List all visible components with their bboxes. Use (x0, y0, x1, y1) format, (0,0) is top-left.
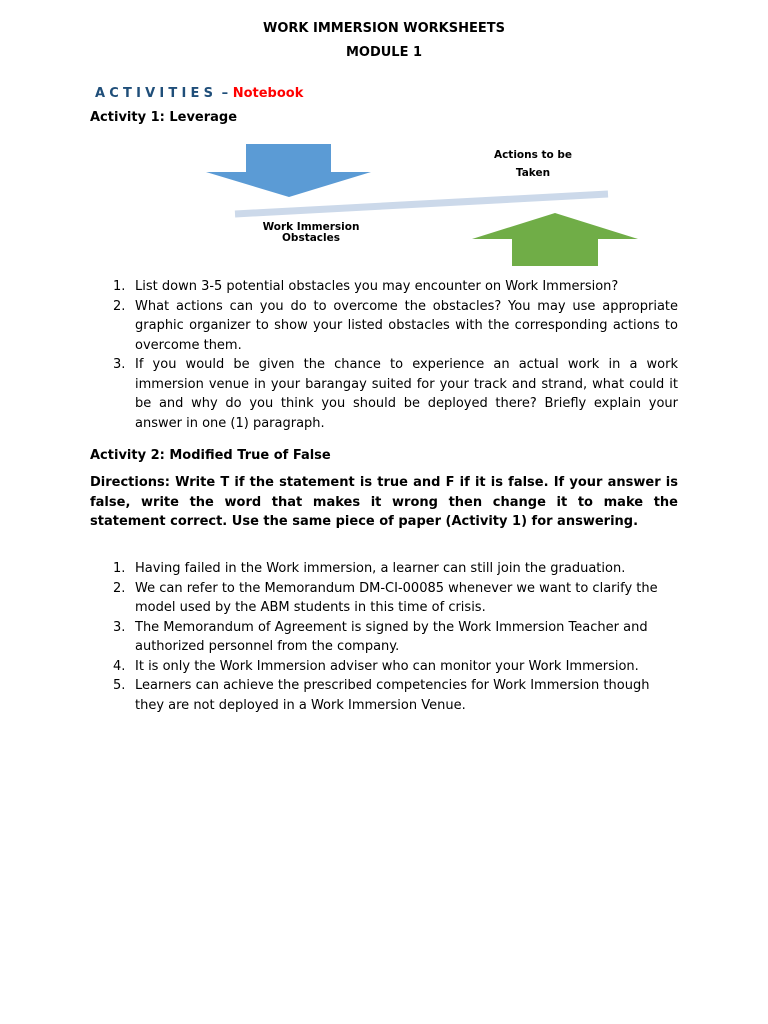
list-item (90, 618, 678, 657)
item-text: Having failed in the Work immersion, a learner can still join the graduation. (135, 561, 626, 576)
item-number: 1. (113, 279, 126, 294)
activities-label: ACTIVITIES (95, 86, 218, 101)
list-item (90, 559, 678, 579)
item-number: 3. (113, 357, 126, 372)
activity1-questions (90, 277, 678, 433)
actions-label (478, 146, 588, 182)
activities-heading (95, 86, 303, 101)
item-number: 3. (113, 619, 126, 635)
item-number: 2. (113, 580, 126, 596)
item-text: What actions can you do to overcome the obstacles? You may use appropriate graphic organizer to show your listed obstacles with the corresponding actions to overcome them. (135, 298, 678, 353)
item-text: We can refer to the Memorandum DM-CI-00085 whenever we want to clarify the model used by the ABM students in this time of crisis. (135, 580, 658, 615)
item-text: Learners can achieve the prescribed competencies for Work Immersion though they are not deployed in a Work Immersion Venue. (135, 678, 650, 713)
activity2-statements (90, 559, 678, 715)
list-item (90, 579, 678, 618)
item-text: If you would be given the chance to experience an actual work in a work immersion venue in your barangay suited for your track and strand, what could it be and why do you think you should be deployed there? Briefly explain your answer in one (1) paragraph. (135, 357, 678, 431)
actions-label-line1: Actions to be (493, 149, 573, 161)
obstacles-label-line1: Work Immersion (262, 221, 360, 233)
item-number: 1. (113, 561, 126, 576)
list-item (90, 676, 678, 715)
activities-dash: – (217, 86, 229, 101)
item-text: The Memorandum of Agreement is signed by the Work Immersion Teacher and authorized personnel from the company. (135, 619, 677, 654)
down-arrow-icon (206, 144, 371, 197)
worksheet-title: WORK IMMERSION WORKSHEETS (263, 21, 505, 36)
lever-bar (235, 194, 608, 214)
activity2-directions: Directions: Write T if the statement is true and F if it is false. If your answer is false, write the word that makes it wrong then change it to make the statement correct. Use the same piece of paper (Activity 1) for answering. (90, 475, 678, 529)
list-item (90, 657, 678, 677)
activity1-heading: Activity 1: Leverage (90, 110, 238, 125)
item-number: 4. (113, 658, 126, 674)
activities-mode: Notebook (228, 86, 304, 101)
module-title: MODULE 1 (345, 45, 423, 60)
item-text: List down 3-5 potential obstacles you may encounter on Work Immersion? (135, 279, 619, 294)
actions-label-line2: Taken (515, 167, 551, 179)
item-number: 5. (113, 678, 126, 693)
list-item (90, 297, 678, 356)
activity2-heading: Activity 2: Modified True of False (90, 448, 331, 463)
obstacles-label (246, 222, 376, 244)
list-item (90, 355, 678, 433)
item-text: It is only the Work Immersion adviser who can monitor your Work Immersion. (135, 658, 639, 674)
list-item (90, 277, 678, 297)
item-number: 2. (113, 298, 126, 314)
up-arrow-icon (472, 213, 638, 266)
obstacles-label-line2: Obstacles (282, 232, 340, 244)
